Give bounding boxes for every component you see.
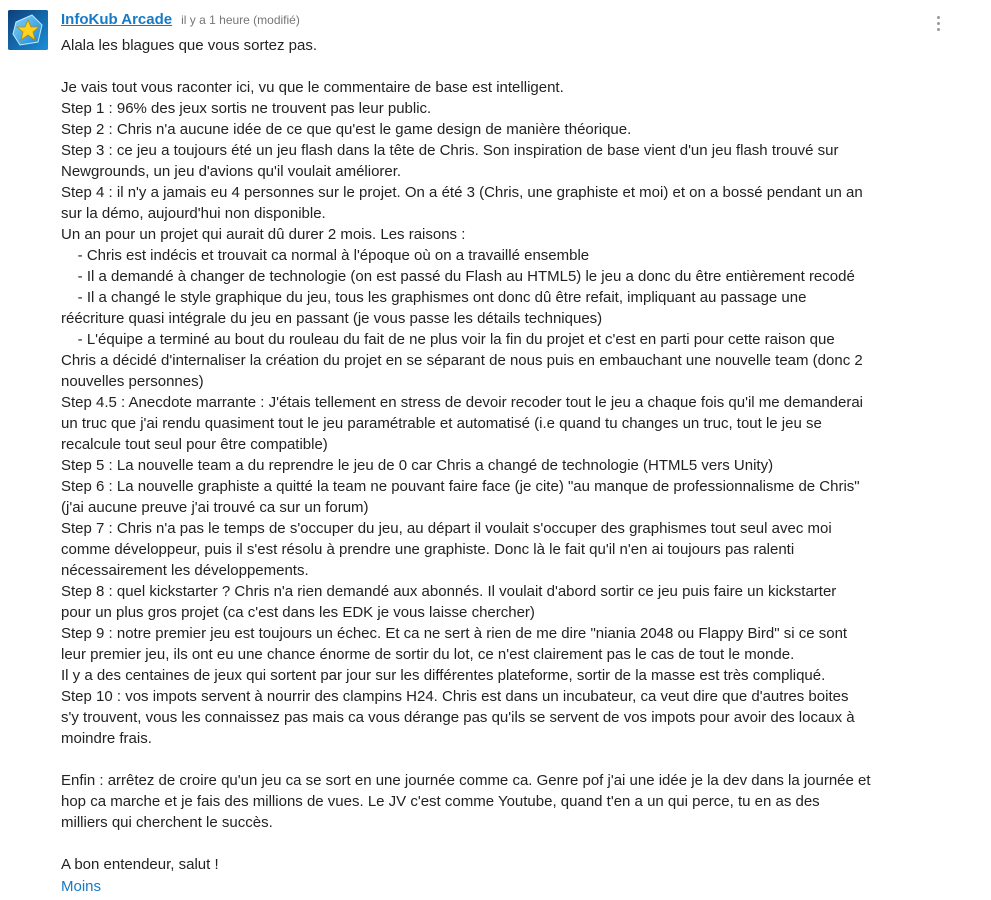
- comment-line: Step 6 : La nouvelle graphiste a quitté la team ne pouvant faire face (je cite) "au manque de professionnalisme de Chris": [61, 478, 860, 495]
- comment-line: [61, 833, 941, 854]
- comment-line: [61, 749, 941, 770]
- comment-line: [61, 56, 941, 77]
- comment-line: nouvelles personnes): [61, 373, 204, 390]
- show-less-link[interactable]: Moins: [61, 878, 102, 895]
- comment-line: Enfin : arrêtez de croire qu'un jeu ca se sort en une journée comme ca. Genre pof j'ai une idée je la dev dans la journée et: [61, 772, 871, 789]
- comment-header: [61, 11, 300, 31]
- author-link[interactable]: InfoKub Arcade: [61, 11, 173, 28]
- comment-line: Step 3 : ce jeu a toujours été un jeu flash dans la tête de Chris. Son inspiration de base vient d'un jeu flash trouvé sur: [61, 142, 839, 159]
- comment-line: hop ca marche et je fais des millions de vues. Le JV c'est comme Youtube, quand t'en a un qui perce, tu en as des: [61, 793, 820, 810]
- comment-line: un truc que j'ai rendu quasiment tout le jeu paramétrable et automatisé (i.e quand tu changes un truc, tout le jeu se: [61, 415, 822, 432]
- comment-line: Newgrounds, un jeu d'avions qu'il voulait améliorer.: [61, 163, 402, 180]
- comment-line: Step 7 : Chris n'a pas le temps de s'occuper du jeu, au départ il voulait s'occuper des graphismes tout seul avec moi: [61, 520, 832, 537]
- comment-line: Step 2 : Chris n'a aucune idée de ce que qu'est le game design de manière théorique.: [61, 121, 632, 138]
- comment-line: Il y a des centaines de jeux qui sortent par jour sur les différentes plateforme, sortir de la masse est très compliqué.: [61, 667, 826, 684]
- comment-line: - L'équipe a terminé au bout du rouleau du fait de ne plus voir la fin du projet et c'est en parti pour cette raison que: [61, 331, 835, 348]
- star-cube-icon: [8, 10, 48, 50]
- more-vertical-icon[interactable]: [930, 14, 948, 34]
- comment-line: Step 4.5 : Anecdote marrante : J'étais tellement en stress de devoir recoder tout le jeu a chaque fois qu'il me demanderai: [61, 394, 864, 411]
- comment-line: recalcule tout seul pour être compatible): [61, 436, 328, 453]
- comment-line: leur premier jeu, ils ont eu une chance énorme de sortir du lot, ce n'est clairement pas le cas de tout le monde.: [61, 646, 795, 663]
- comment-line: Alala les blagues que vous sortez pas.: [61, 37, 317, 54]
- comment-line: - Chris est indécis et trouvait ca normal à l'époque où on a travaillé ensemble: [61, 247, 590, 264]
- comment-line: - Il a demandé à changer de technologie (on est passé du Flash au HTML5) le jeu a donc du être entièrement recodé: [61, 268, 855, 285]
- comment-line: - Il a changé le style graphique du jeu, tous les graphismes ont donc dû être refait, impliquant au passage une: [61, 289, 807, 306]
- comment-line: comme développeur, puis il s'est résolu à prendre une graphiste. Donc là le fait qu'il n'en ai toujours pas ralenti: [61, 541, 795, 558]
- timestamp[interactable]: il y a 1 heure (modifié): [181, 13, 300, 27]
- comment-line: pour un plus gros projet (ca c'est dans les EDK je vous laisse chercher): [61, 604, 535, 621]
- comment-line: Chris a décidé d'internaliser la création du projet en se séparant de nous puis en embauchant une nouvelle team (donc 2: [61, 352, 863, 369]
- comment-line: Un an pour un projet qui aurait dû durer 2 mois. Les raisons :: [61, 226, 466, 243]
- comment-line: sur la démo, aujourd'hui non disponible.: [61, 205, 326, 222]
- avatar[interactable]: [8, 10, 48, 50]
- comment-line: A bon entendeur, salut !: [61, 856, 219, 873]
- comment-line: Step 10 : vos impots servent à nourrir des clampins H24. Chris est dans un incubateur, ca veut dire que d'autres boites: [61, 688, 849, 705]
- comment-body: [61, 35, 941, 875]
- comment-line: Step 9 : notre premier jeu est toujours un échec. Et ca ne sert à rien de me dire "niania 2048 ou Flappy Bird" si ce sont: [61, 625, 848, 642]
- comment-line: milliers qui cherchent le succès.: [61, 814, 273, 831]
- comment-line: Step 4 : il n'y a jamais eu 4 personnes sur le projet. On a été 3 (Chris, une graphiste et moi) et on a bossé pendant un an: [61, 184, 863, 201]
- comment-line: moindre frais.: [61, 730, 152, 747]
- comment-line: réécriture quasi intégrale du jeu en passant (je vous passe les détails techniques): [61, 310, 603, 327]
- comment-line: (j'ai aucune preuve j'ai trouvé ca sur un forum): [61, 499, 369, 516]
- comment-line: Step 1 : 96% des jeux sortis ne trouvent pas leur public.: [61, 100, 432, 117]
- comment-line: s'y trouvent, vous les connaissez pas mais ca vous dérange pas qu'ils se servent de vos impots pour avoir des locaux à: [61, 709, 855, 726]
- comment-line: Step 5 : La nouvelle team a du reprendre le jeu de 0 car Chris a changé de technologie (HTML5 vers Unity): [61, 457, 774, 474]
- comment-line: nécessairement les développements.: [61, 562, 309, 579]
- comment-line: Step 8 : quel kickstarter ? Chris n'a rien demandé aux abonnés. Il voulait d'abord sortir ce jeu puis faire un kickstarter: [61, 583, 837, 600]
- comment-line: Je vais tout vous raconter ici, vu que le commentaire de base est intelligent.: [61, 79, 564, 96]
